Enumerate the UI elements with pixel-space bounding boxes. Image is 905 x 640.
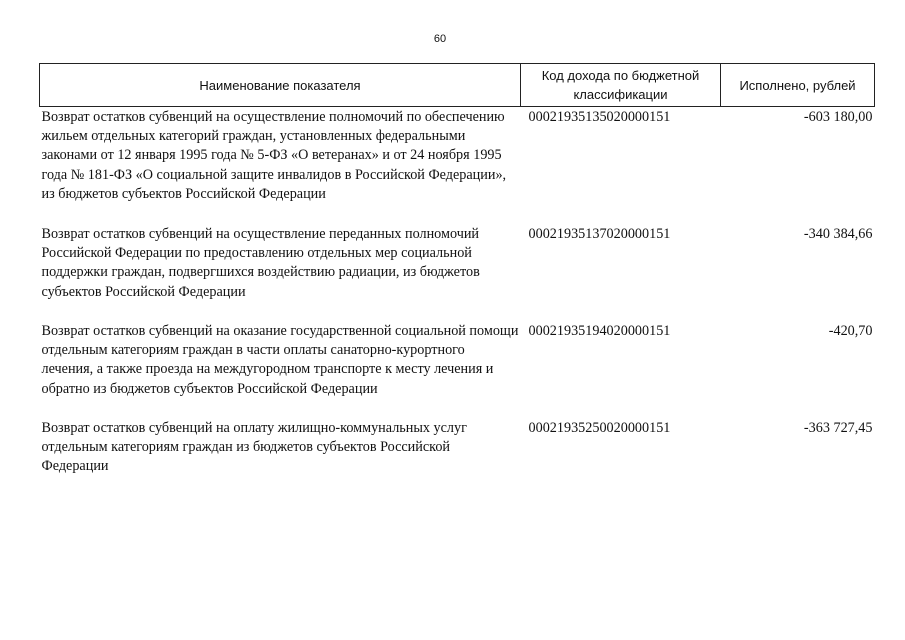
executed-amount: -340 384,66 — [803, 226, 873, 242]
income-code: 00021935135020000151 — [528, 109, 671, 125]
table-header-row — [40, 64, 875, 107]
table-row — [40, 418, 875, 477]
indicator-name: Возврат остатков субвенций на осуществление полномочий по обеспечению жильем отдельных категорий граждан, установленных федеральными законами от 12 января 1995 года № 5-ФЗ «О ветеранах» и от 24 ноября 1995 года № 181-ФЗ «О социальной защите инвалидов в Российской Федерации», из бюджетов субъектов Российской Федерации — [41, 109, 507, 202]
header-income-code: Код дохода по бюджетной классификации — [521, 64, 721, 107]
executed-amount: -603 180,00 — [803, 109, 873, 125]
income-code: 00021935250020000151 — [528, 420, 671, 436]
budget-report-table — [39, 63, 875, 477]
table-row — [40, 321, 875, 418]
income-code: 00021935194020000151 — [528, 323, 671, 339]
indicator-name: Возврат остатков субвенций на осуществление переданных полномочий Российской Федерации по предоставлению отдельных мер социальной поддержки граждан, подвергшихся воздействию радиации, из бюджетов субъектов Российской Федерации — [41, 226, 480, 300]
table-row — [40, 107, 875, 225]
indicator-name: Возврат остатков субвенций на оплату жилищно-коммунальных услуг отдельным категориям граждан из бюджетов субъектов Российской Федерации — [41, 420, 467, 475]
table-row — [40, 224, 875, 321]
header-executed-amount: Исполнено, рублей — [721, 64, 875, 107]
income-code: 00021935137020000151 — [528, 226, 671, 242]
executed-amount: -420,70 — [828, 323, 873, 339]
indicator-name: Возврат остатков субвенций на оказание государственной социальной помощи отдельным категориям граждан в части оплаты санаторно-курортного лечения, а также проезда на междугородном транспорте к месту лечения и обратно из бюджетов субъектов Российской Федерации — [41, 323, 519, 397]
page-number: 60 — [433, 33, 447, 45]
header-indicator-name: Наименование показателя — [40, 64, 521, 107]
executed-amount: -363 727,45 — [803, 420, 873, 436]
